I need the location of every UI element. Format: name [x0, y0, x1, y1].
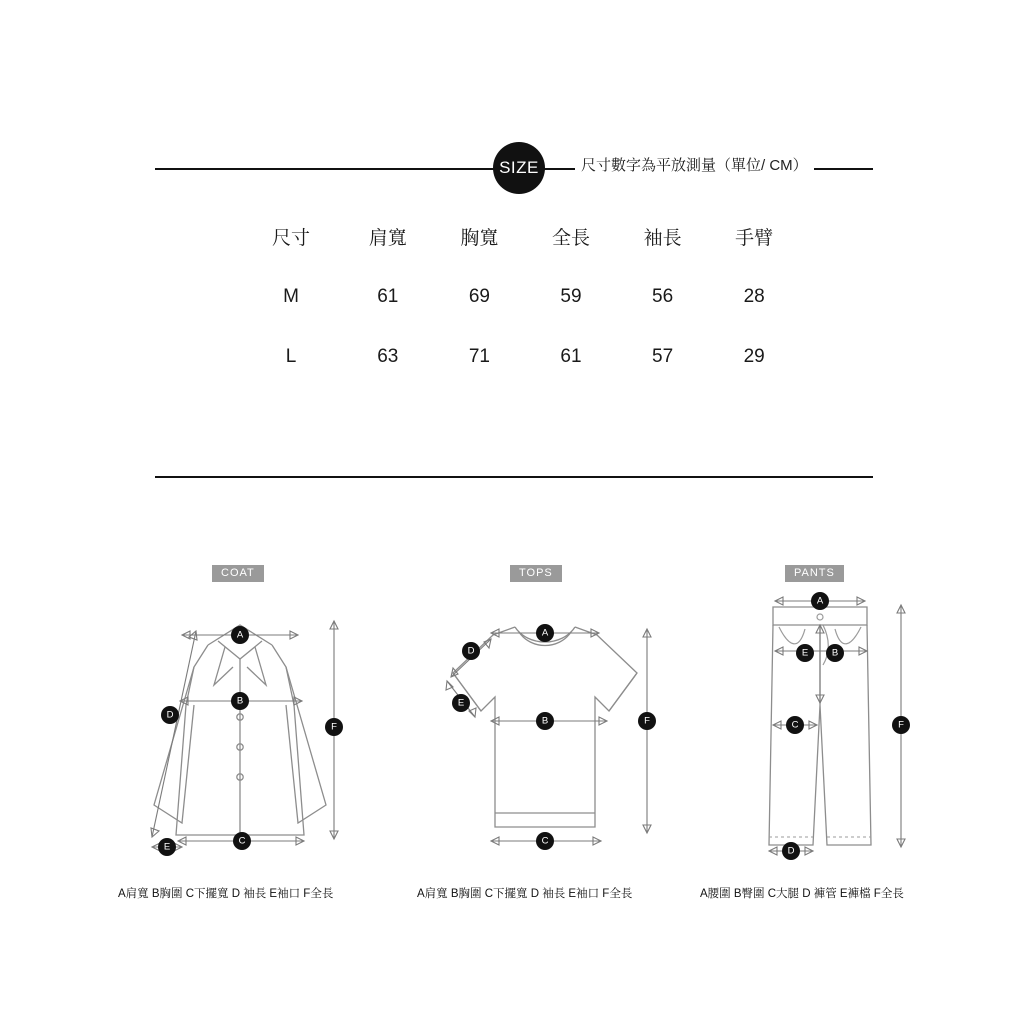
marker-d-badge	[161, 706, 179, 724]
pants-illustration	[695, 555, 995, 875]
diagram-coat	[90, 555, 390, 915]
svg-text:C: C	[541, 835, 549, 847]
cell-size: M	[283, 286, 299, 307]
svg-text:F: F	[898, 719, 904, 731]
marker-b-badge	[826, 644, 844, 662]
marker-f-badge	[892, 716, 910, 734]
marker-a-badge	[811, 592, 829, 610]
cell-shoulder: 61	[377, 286, 399, 307]
marker-e-badge	[796, 644, 814, 662]
size-table	[240, 210, 800, 382]
marker-c-badge	[536, 832, 554, 850]
marker-f-badge	[325, 718, 343, 736]
coat-illustration	[90, 555, 390, 875]
cell-chest: 69	[468, 286, 490, 307]
marker-a-badge	[536, 624, 554, 642]
marker-c-badge	[786, 716, 804, 734]
category-label-pants: PANTS	[785, 565, 844, 582]
column-header: 尺寸	[271, 227, 310, 249]
table-divider-bottom	[155, 476, 873, 478]
svg-text:D: D	[787, 845, 795, 857]
svg-text:B: B	[541, 715, 549, 727]
diagram-pants	[695, 555, 995, 915]
svg-text:D: D	[166, 709, 174, 721]
svg-text:C: C	[238, 835, 246, 847]
column-header: 全長	[551, 227, 590, 249]
marker-c-badge	[233, 832, 251, 850]
svg-text:C: C	[791, 719, 799, 731]
svg-text:F: F	[644, 715, 650, 727]
table-header-row	[240, 210, 800, 262]
marker-a-badge	[231, 626, 249, 644]
size-badge: SIZE	[493, 142, 545, 194]
column-header: 手臂	[735, 227, 774, 249]
svg-text:B: B	[831, 647, 839, 659]
cell-arm: 28	[743, 286, 765, 307]
legend-coat: A肩寬 B胸圍 C下擺寬 D 袖長 E袖口 F全長	[118, 888, 334, 900]
diagram-tops	[395, 555, 695, 915]
svg-text:A: A	[816, 595, 824, 607]
marker-d-badge	[462, 642, 480, 660]
column-header: 胸寬	[460, 227, 499, 249]
cell-size: L	[285, 346, 297, 367]
marker-d-badge	[782, 842, 800, 860]
marker-f-badge	[638, 712, 656, 730]
table-row	[240, 262, 800, 332]
cell-chest: 71	[468, 346, 490, 367]
table-row	[240, 332, 800, 382]
cell-arm: 29	[743, 346, 765, 367]
legend-pants: A腰圍 B臀圍 C大腿 D 褲管 E褲檔 F全長	[700, 888, 904, 900]
category-label-coat: COAT	[212, 565, 264, 582]
diagram-row	[0, 555, 1024, 915]
svg-text:E: E	[163, 841, 171, 853]
marker-b-badge	[536, 712, 554, 730]
legend-tops: A肩寬 B胸圍 C下擺寬 D 袖長 E袖口 F全長	[417, 888, 633, 900]
tops-illustration	[395, 555, 695, 875]
cell-sleeve: 57	[652, 346, 674, 367]
size-header	[155, 150, 873, 176]
marker-e-badge	[452, 694, 470, 712]
cell-shoulder: 63	[377, 346, 399, 367]
svg-text:E: E	[457, 697, 465, 709]
svg-text:F: F	[331, 721, 337, 733]
cell-length: 59	[560, 286, 582, 307]
cell-length: 61	[560, 346, 582, 367]
svg-text:A: A	[236, 629, 244, 641]
svg-text:D: D	[467, 645, 475, 657]
measurement-note: 尺寸數字為平放測量（單位/ CM）	[575, 154, 814, 175]
marker-e-badge	[158, 838, 176, 856]
svg-text:E: E	[801, 647, 809, 659]
column-header: 袖長	[643, 227, 682, 249]
marker-b-badge	[231, 692, 249, 710]
cell-sleeve: 56	[652, 286, 674, 307]
svg-text:A: A	[541, 627, 549, 639]
column-header: 肩寬	[368, 227, 407, 249]
svg-text:B: B	[236, 695, 244, 707]
category-label-tops: TOPS	[510, 565, 562, 582]
